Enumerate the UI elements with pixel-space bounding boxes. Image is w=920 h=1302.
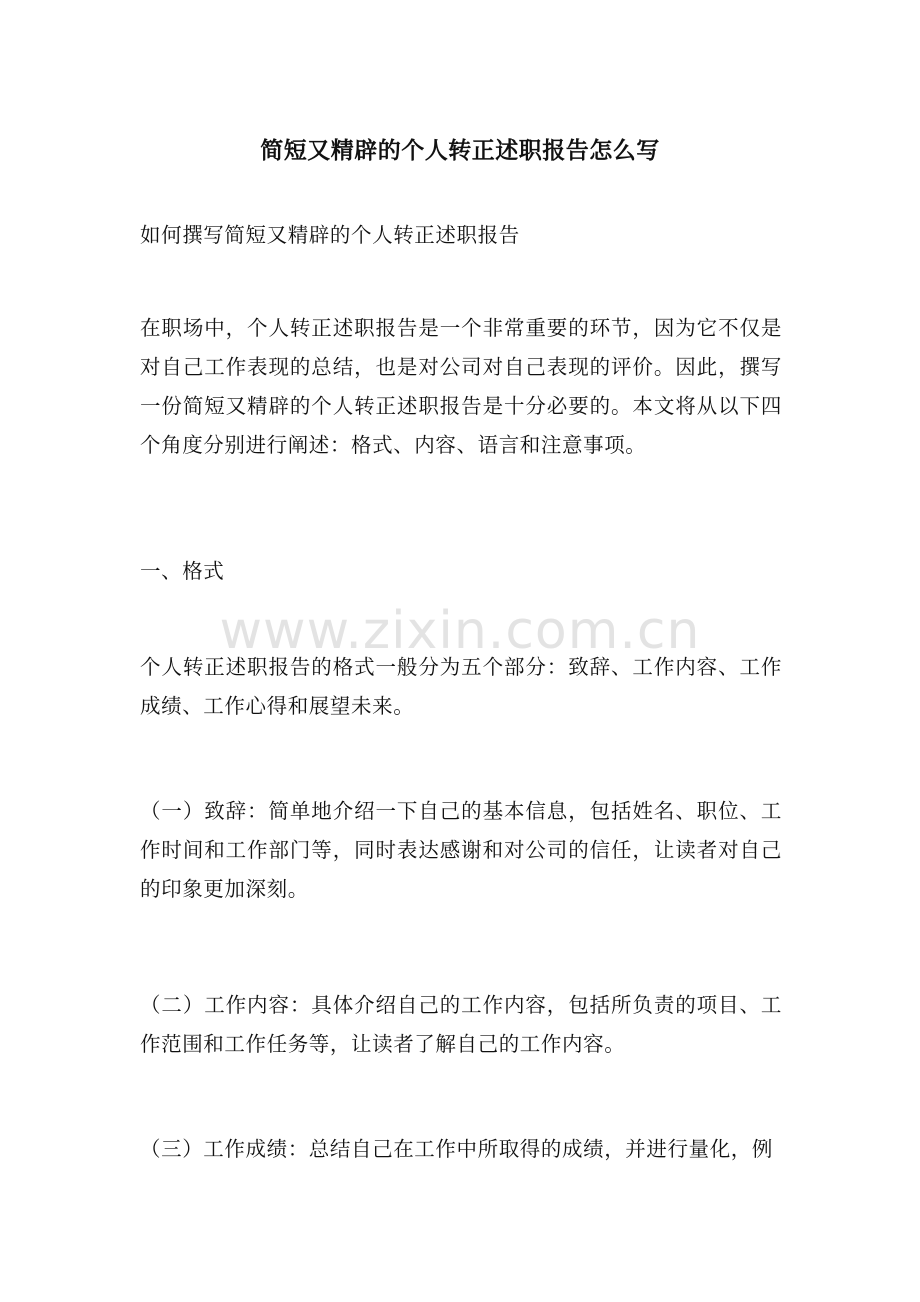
format-item-work-achievements: （三）工作成绩：总结自己在工作中所取得的成绩，并进行量化，例 xyxy=(140,1137,773,1161)
section-heading-format: 一、格式 xyxy=(140,559,225,583)
watermark: www.zixin.com.cn xyxy=(219,601,701,661)
document-subtitle: 如何撰写简短又精辟的个人转正述职报告 xyxy=(140,223,520,247)
format-item-work-content: （二）工作内容：具体介绍自己的工作内容，包括所负责的项目、工作范围和工作任务等，让读者了解自己的工作内容。 xyxy=(140,993,782,1056)
document-title: 简短又精辟的个人转正述职报告怎么写 xyxy=(260,137,660,165)
format-intro-paragraph: 个人转正述职报告的格式一般分为五个部分：致辞、工作内容、工作成绩、工作心得和展望未来。 xyxy=(140,655,782,718)
intro-paragraph: 在职场中，个人转正述职报告是一个非常重要的环节，因为它不仅是对自己工作表现的总结，也是对公司对自己表现的评价。因此，撰写一份简短又精辟的个人转正述职报告是十分必要的。本文将从以下四个角度分别进行阐述：格式、内容、语言和注意事项。 xyxy=(140,316,782,457)
format-item-greeting: （一）致辞：简单地介绍一下自己的基本信息，包括姓名、职位、工作时间和工作部门等，同时表达感谢和对公司的信任，让读者对自己的印象更加深刻。 xyxy=(140,799,782,901)
